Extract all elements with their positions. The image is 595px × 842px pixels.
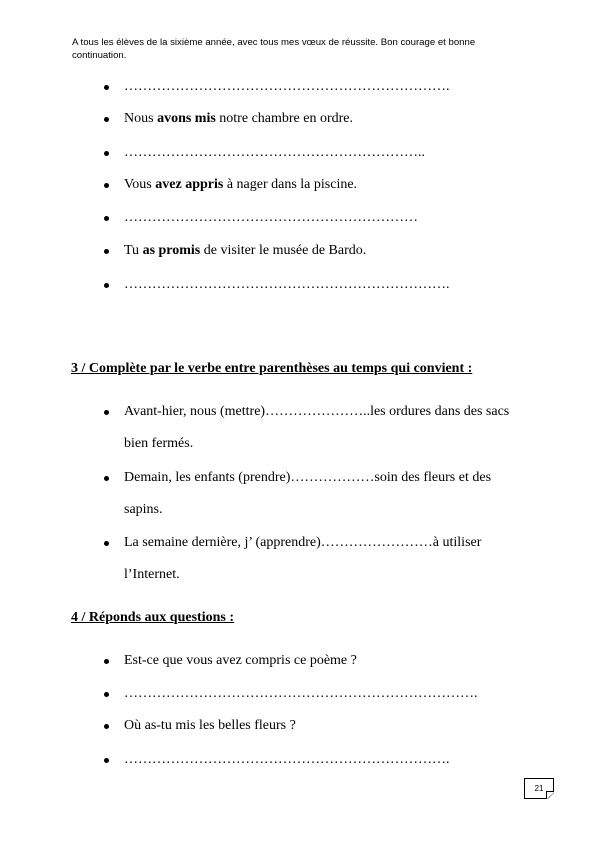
exercise-continuation: sapins. — [124, 502, 163, 517]
exercise-line: Demain, les enfants (prendre)………………soin des fleurs et des — [124, 470, 492, 485]
section-3-title: 3 / Complète par le verbe entre parenthèses au temps qui convient : — [71, 361, 473, 376]
blank-answer-line: ……………………………………………………….. — [124, 145, 425, 160]
bold-verb: avez appris — [155, 177, 224, 192]
exercise-continuation: l’Internet. — [124, 567, 180, 582]
question-text: Est-ce que vous avez compris ce poème ? — [124, 653, 357, 668]
page-number: 21 — [534, 784, 544, 793]
bold-verb: as promis — [142, 243, 201, 258]
sentence: Nous avons mis notre chambre en ordre. — [124, 111, 354, 126]
blank-answer-line: ……………………………………………………………. — [124, 79, 450, 94]
exercise-line: Avant-hier, nous (mettre)…………………..les ordures dans des sacs — [124, 404, 510, 419]
page-fold-icon — [546, 791, 554, 799]
exercise-continuation: bien fermés. — [124, 436, 194, 451]
blank-answer-line: ……………………………………………………………. — [124, 752, 450, 767]
section-4-title: 4 / Réponds aux questions : — [71, 610, 234, 625]
blank-answer-line: …………………………………………………………………. — [124, 686, 478, 701]
page-number-box — [524, 778, 554, 799]
sentence: Tu as promis de visiter le musée de Bardo. — [124, 243, 367, 258]
exercise-line: La semaine dernière, j’ (apprendre)……………………à utiliser — [124, 535, 482, 550]
sentence: Vous avez appris à nager dans la piscine. — [124, 177, 358, 192]
bold-verb: avons mis — [157, 111, 216, 126]
question-text: Où as-tu mis les belles fleurs ? — [124, 718, 296, 733]
dedication-header: A tous les élèves de la sixième année, avec tous mes vœux de réussite. Bon courage et bonne continuation. — [72, 37, 476, 61]
blank-answer-line: ……………………………………………………………. — [124, 277, 450, 292]
blank-answer-line: ……………………………………………………… — [124, 210, 418, 225]
